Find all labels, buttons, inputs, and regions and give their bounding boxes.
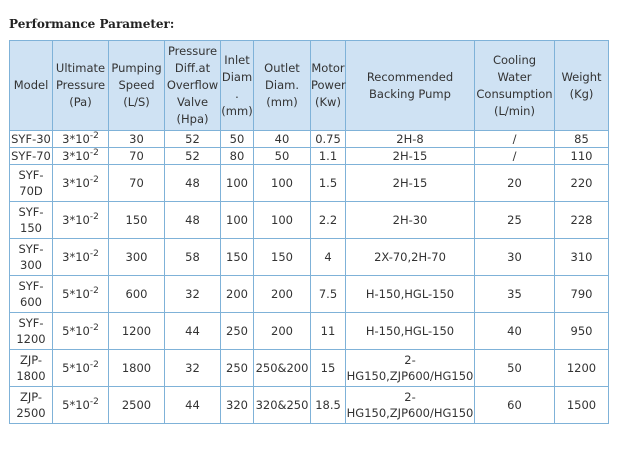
cell-model: SYF-30 bbox=[11, 131, 51, 146]
table-row bbox=[10, 165, 609, 202]
cell-diff: 44 bbox=[165, 387, 221, 424]
cell-backing-pump: 2-HG150,ZJP600/HG150 bbox=[346, 350, 475, 387]
cell-pressure bbox=[53, 350, 109, 387]
cell-backing-pump: H-150,HGL-150 bbox=[346, 276, 475, 313]
table-row bbox=[10, 387, 609, 424]
cell-weight: 1200 bbox=[555, 350, 609, 387]
cell-backing-pump: 2-HG150,ZJP600/HG150 bbox=[346, 387, 475, 424]
cell-pressure bbox=[53, 202, 109, 239]
cell-pressure bbox=[53, 131, 109, 148]
cell-backing-pump: 2H-8 bbox=[346, 131, 475, 148]
cell-diff: 52 bbox=[165, 131, 221, 148]
header-pressure-diff: Pressure Diff.at Overflow Valve (Hpa) bbox=[165, 41, 221, 131]
cell-motor: 0.75 bbox=[311, 131, 346, 148]
cell-inlet: 80 bbox=[221, 148, 254, 165]
cell-motor: 15 bbox=[311, 350, 346, 387]
header-pumping-speed: Pumping Speed (L/S) bbox=[109, 41, 165, 131]
cell-motor: 11 bbox=[311, 313, 346, 350]
cell-speed: 600 bbox=[109, 276, 165, 313]
cell-weight: 220 bbox=[555, 165, 609, 202]
cell-cooling: 35 bbox=[475, 276, 555, 313]
table-row bbox=[10, 131, 609, 148]
cell-model: SYF-150 bbox=[10, 202, 53, 239]
cell-backing-pump: 2H-15 bbox=[346, 148, 475, 165]
cell-pressure bbox=[53, 276, 109, 313]
cell-inlet: 250 bbox=[221, 313, 254, 350]
pressure-base: 3*10 bbox=[62, 176, 90, 190]
pressure-exponent: -2 bbox=[89, 249, 99, 259]
cell-pressure bbox=[53, 148, 109, 165]
cell-weight: 310 bbox=[555, 239, 609, 276]
section-title: Performance Parameter: bbox=[9, 17, 175, 31]
cell-cooling: / bbox=[475, 148, 555, 165]
pressure-base: 5*10 bbox=[62, 324, 90, 338]
cell-motor: 7.5 bbox=[311, 276, 346, 313]
cell-model: ZJP-2500 bbox=[10, 387, 53, 424]
cell-backing-pump: 2X-70,2H-70 bbox=[346, 239, 475, 276]
cell-diff: 48 bbox=[165, 202, 221, 239]
table-row bbox=[10, 313, 609, 350]
cell-model: SYF-600 bbox=[10, 276, 53, 313]
cell-outlet: 200 bbox=[254, 313, 311, 350]
pressure-exponent: -2 bbox=[89, 212, 99, 222]
cell-cooling: 60 bbox=[475, 387, 555, 424]
header-motor-power: Motor Power (Kw) bbox=[311, 41, 346, 131]
cell-weight: 228 bbox=[555, 202, 609, 239]
header-model: Model bbox=[10, 41, 53, 131]
pressure-base: 3*10 bbox=[62, 213, 90, 227]
header-ultimate-pressure: Ultimate Pressure (Pa) bbox=[53, 41, 109, 131]
cell-motor: 2.2 bbox=[311, 202, 346, 239]
cell-cooling: / bbox=[475, 131, 555, 148]
header-inlet-diam: Inlet Diam . (mm) bbox=[221, 41, 254, 131]
cell-weight: 110 bbox=[555, 148, 609, 165]
pressure-base: 5*10 bbox=[62, 361, 90, 375]
cell-inlet: 200 bbox=[221, 276, 254, 313]
cell-model: SYF-70 bbox=[11, 148, 51, 163]
cell-model: SYF-1200 bbox=[10, 313, 53, 350]
cell-speed: 1800 bbox=[109, 350, 165, 387]
cell-speed: 2500 bbox=[109, 387, 165, 424]
cell-outlet: 200 bbox=[254, 276, 311, 313]
cell-diff: 32 bbox=[165, 276, 221, 313]
cell-backing-pump: 2H-30 bbox=[346, 202, 475, 239]
cell-cooling: 40 bbox=[475, 313, 555, 350]
cell-model: SYF-70D bbox=[10, 165, 53, 202]
performance-table bbox=[9, 40, 609, 424]
cell-pressure bbox=[53, 387, 109, 424]
header-backing-pump: Recommended Backing Pump bbox=[346, 41, 475, 131]
cell-outlet: 50 bbox=[254, 148, 311, 165]
cell-motor: 1.5 bbox=[311, 165, 346, 202]
cell-pressure bbox=[53, 165, 109, 202]
pressure-exponent: -2 bbox=[89, 286, 99, 296]
pressure-base: 5*10 bbox=[62, 287, 90, 301]
pressure-exponent: -2 bbox=[89, 360, 99, 370]
table-row bbox=[10, 202, 609, 239]
cell-speed: 150 bbox=[109, 202, 165, 239]
header-weight: Weight (Kg) bbox=[555, 41, 609, 131]
cell-speed: 300 bbox=[109, 239, 165, 276]
header-outlet-diam: Outlet Diam. (mm) bbox=[254, 41, 311, 131]
pressure-base: 3*10 bbox=[62, 250, 90, 264]
cell-inlet: 250 bbox=[221, 350, 254, 387]
cell-diff: 58 bbox=[165, 239, 221, 276]
cell-model: SYF-300 bbox=[10, 239, 53, 276]
pressure-base: 3*10 bbox=[62, 148, 90, 163]
pressure-exponent: -2 bbox=[89, 323, 99, 333]
cell-diff: 52 bbox=[165, 148, 221, 165]
cell-backing-pump: H-150,HGL-150 bbox=[346, 313, 475, 350]
cell-outlet: 150 bbox=[254, 239, 311, 276]
cell-backing-pump: 2H-15 bbox=[346, 165, 475, 202]
cell-speed: 70 bbox=[109, 165, 165, 202]
cell-cooling: 20 bbox=[475, 165, 555, 202]
table-row bbox=[10, 239, 609, 276]
cell-weight: 85 bbox=[555, 131, 609, 148]
cell-cooling: 25 bbox=[475, 202, 555, 239]
cell-motor: 4 bbox=[311, 239, 346, 276]
pressure-exponent: -2 bbox=[89, 147, 99, 158]
cell-speed: 70 bbox=[109, 148, 165, 165]
cell-model: ZJP-1800 bbox=[10, 350, 53, 387]
cell-outlet: 100 bbox=[254, 165, 311, 202]
cell-diff: 44 bbox=[165, 313, 221, 350]
table-row bbox=[10, 148, 609, 165]
table-header-row bbox=[10, 41, 609, 131]
table-row bbox=[10, 276, 609, 313]
cell-inlet: 50 bbox=[221, 131, 254, 148]
cell-weight: 790 bbox=[555, 276, 609, 313]
cell-inlet: 150 bbox=[221, 239, 254, 276]
cell-outlet: 40 bbox=[254, 131, 311, 148]
cell-outlet: 320&250 bbox=[254, 387, 311, 424]
cell-weight: 1500 bbox=[555, 387, 609, 424]
table-row bbox=[10, 350, 609, 387]
header-cooling-water: Cooling Water Consumption (L/min) bbox=[475, 41, 555, 131]
pressure-exponent: -2 bbox=[89, 130, 99, 141]
cell-cooling: 50 bbox=[475, 350, 555, 387]
cell-pressure bbox=[53, 239, 109, 276]
pressure-base: 3*10 bbox=[62, 131, 90, 146]
cell-speed: 30 bbox=[109, 131, 165, 148]
cell-diff: 32 bbox=[165, 350, 221, 387]
pressure-base: 5*10 bbox=[62, 398, 90, 412]
cell-motor: 1.1 bbox=[311, 148, 346, 165]
pressure-exponent: -2 bbox=[89, 397, 99, 407]
cell-inlet: 100 bbox=[221, 165, 254, 202]
pressure-exponent: -2 bbox=[89, 175, 99, 185]
cell-inlet: 320 bbox=[221, 387, 254, 424]
cell-speed: 1200 bbox=[109, 313, 165, 350]
cell-outlet: 250&200 bbox=[254, 350, 311, 387]
cell-cooling: 30 bbox=[475, 239, 555, 276]
cell-motor: 18.5 bbox=[311, 387, 346, 424]
cell-weight: 950 bbox=[555, 313, 609, 350]
cell-pressure bbox=[53, 313, 109, 350]
cell-outlet: 100 bbox=[254, 202, 311, 239]
cell-inlet: 100 bbox=[221, 202, 254, 239]
cell-diff: 48 bbox=[165, 165, 221, 202]
